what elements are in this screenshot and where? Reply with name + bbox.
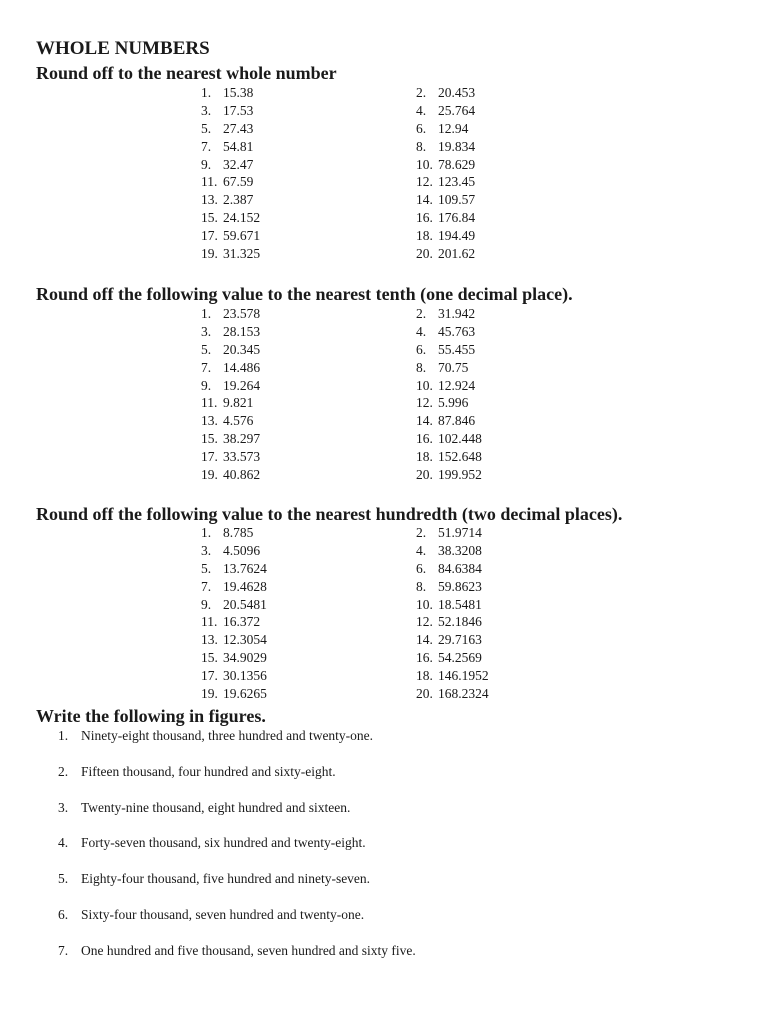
exercise-row xyxy=(0,323,768,341)
exercise-item xyxy=(201,524,253,542)
exercise-number: 3. xyxy=(201,542,212,558)
exercise-number: 20. xyxy=(416,686,433,702)
exercise-number: 7. xyxy=(201,359,212,375)
exercise-grid-whole xyxy=(0,84,768,263)
exercise-number: 14. xyxy=(416,413,433,429)
word-problem-list xyxy=(0,726,768,977)
exercise-row xyxy=(0,138,768,156)
exercise-number: 6. xyxy=(416,120,427,136)
exercise-item xyxy=(201,430,260,448)
exercise-value: 17.53 xyxy=(223,102,254,118)
exercise-number: 15. xyxy=(201,650,218,666)
exercise-row xyxy=(0,84,768,102)
exercise-value: 67.59 xyxy=(223,174,254,190)
list-item-number: 3. xyxy=(58,799,69,815)
exercise-item xyxy=(416,84,475,102)
section-heading-whole: Round off to the nearest whole number xyxy=(36,63,337,83)
exercise-value: 199.952 xyxy=(438,467,482,483)
list-item-text: Fifteen thousand, four hundred and sixty-eight. xyxy=(81,763,336,779)
exercise-item xyxy=(416,448,482,466)
exercise-value: 201.62 xyxy=(438,246,476,262)
exercise-value: 4.5096 xyxy=(223,542,261,558)
list-item xyxy=(0,869,768,905)
list-item-text: Sixty-four thousand, seven hundred and twenty-one. xyxy=(81,906,365,922)
exercise-value: 123.45 xyxy=(438,174,476,190)
exercise-item xyxy=(201,245,260,263)
exercise-number: 13. xyxy=(201,413,218,429)
exercise-number: 13. xyxy=(201,632,218,648)
exercise-value: 4.576 xyxy=(223,413,254,429)
exercise-number: 15. xyxy=(201,210,218,226)
exercise-row xyxy=(0,524,768,542)
exercise-item xyxy=(416,156,475,174)
list-item-number: 2. xyxy=(58,763,69,779)
exercise-number: 12. xyxy=(416,395,433,411)
exercise-item xyxy=(416,596,482,614)
exercise-value: 55.455 xyxy=(438,341,476,357)
exercise-value: 31.942 xyxy=(438,306,476,321)
exercise-value: 23.578 xyxy=(223,306,261,321)
exercise-item xyxy=(201,227,260,245)
exercise-number: 11. xyxy=(201,395,218,411)
list-item xyxy=(0,833,768,869)
exercise-number: 15. xyxy=(201,431,218,447)
exercise-item xyxy=(416,305,475,323)
exercise-item xyxy=(416,542,482,560)
exercise-value: 18.5481 xyxy=(438,596,482,612)
exercise-row xyxy=(0,412,768,430)
list-item xyxy=(0,941,768,977)
exercise-item xyxy=(201,448,260,466)
exercise-row xyxy=(0,631,768,649)
exercise-value: 28.153 xyxy=(223,323,261,339)
exercise-number: 7. xyxy=(201,138,212,154)
exercise-row xyxy=(0,120,768,138)
exercise-number: 12. xyxy=(416,614,433,630)
exercise-row xyxy=(0,430,768,448)
exercise-value: 12.924 xyxy=(438,377,476,393)
exercise-value: 59.671 xyxy=(223,228,261,244)
exercise-value: 29.7163 xyxy=(438,632,482,648)
exercise-item xyxy=(201,466,260,484)
exercise-value: 9.821 xyxy=(223,395,254,411)
exercise-value: 25.764 xyxy=(438,102,476,118)
exercise-grid-hundredth xyxy=(0,524,768,703)
exercise-value: 146.1952 xyxy=(438,668,489,684)
exercise-row xyxy=(0,560,768,578)
exercise-number: 14. xyxy=(416,632,433,648)
exercise-value: 84.6384 xyxy=(438,560,482,576)
exercise-item xyxy=(201,120,253,138)
exercise-number: 7. xyxy=(201,578,212,594)
exercise-item xyxy=(201,341,260,359)
exercise-row xyxy=(0,394,768,412)
list-item-text: Forty-seven thousand, six hundred and twenty-eight. xyxy=(81,835,366,851)
exercise-number: 19. xyxy=(201,686,218,702)
exercise-number: 17. xyxy=(201,228,218,244)
exercise-row xyxy=(0,156,768,174)
exercise-number: 19. xyxy=(201,467,218,483)
exercise-value: 19.6265 xyxy=(223,686,267,702)
exercise-value: 51.9714 xyxy=(438,525,482,540)
exercise-value: 19.834 xyxy=(438,138,476,154)
exercise-value: 78.629 xyxy=(438,156,476,172)
exercise-row xyxy=(0,102,768,120)
exercise-row xyxy=(0,685,768,703)
exercise-item xyxy=(201,613,260,631)
exercise-item xyxy=(201,84,253,102)
exercise-item xyxy=(416,245,475,263)
exercise-item xyxy=(416,209,475,227)
exercise-number: 10. xyxy=(416,596,433,612)
exercise-number: 16. xyxy=(416,210,433,226)
exercise-value: 20.345 xyxy=(223,341,261,357)
list-item-number: 6. xyxy=(58,906,69,922)
exercise-item xyxy=(416,631,482,649)
list-item-text: Ninety-eight thousand, three hundred and twenty-one. xyxy=(81,728,374,743)
exercise-item xyxy=(201,649,267,667)
exercise-value: 34.9029 xyxy=(223,650,267,666)
exercise-value: 33.573 xyxy=(223,449,261,465)
exercise-number: 2. xyxy=(416,85,427,100)
exercise-value: 54.2569 xyxy=(438,650,482,666)
exercise-number: 13. xyxy=(201,192,218,208)
exercise-row xyxy=(0,448,768,466)
exercise-item xyxy=(416,359,468,377)
exercise-item xyxy=(416,560,482,578)
exercise-item xyxy=(416,227,475,245)
exercise-row xyxy=(0,596,768,614)
exercise-number: 20. xyxy=(416,246,433,262)
exercise-number: 11. xyxy=(201,174,218,190)
exercise-number: 8. xyxy=(416,359,427,375)
exercise-item xyxy=(201,394,253,412)
exercise-item xyxy=(201,102,253,120)
exercise-value: 24.152 xyxy=(223,210,261,226)
exercise-value: 2.387 xyxy=(223,192,254,208)
exercise-value: 59.8623 xyxy=(438,578,482,594)
exercise-item xyxy=(416,649,482,667)
exercise-number: 18. xyxy=(416,228,433,244)
exercise-value: 14.486 xyxy=(223,359,261,375)
exercise-item xyxy=(416,138,475,156)
exercise-number: 19. xyxy=(201,246,218,262)
exercise-number: 2. xyxy=(416,306,427,321)
exercise-item xyxy=(201,359,260,377)
exercise-value: 32.47 xyxy=(223,156,254,172)
exercise-row xyxy=(0,227,768,245)
list-item-text: Twenty-nine thousand, eight hundred and sixteen. xyxy=(81,799,351,815)
exercise-item xyxy=(416,341,475,359)
exercise-row xyxy=(0,613,768,631)
exercise-number: 9. xyxy=(201,156,212,172)
exercise-item xyxy=(201,209,260,227)
exercise-number: 9. xyxy=(201,596,212,612)
exercise-value: 40.862 xyxy=(223,467,261,483)
exercise-value: 31.325 xyxy=(223,246,261,262)
exercise-item xyxy=(416,173,475,191)
exercise-item xyxy=(416,120,468,138)
exercise-number: 5. xyxy=(201,341,212,357)
exercise-number: 4. xyxy=(416,542,427,558)
exercise-number: 2. xyxy=(416,525,427,540)
exercise-item xyxy=(201,631,267,649)
exercise-value: 5.996 xyxy=(438,395,469,411)
exercise-number: 6. xyxy=(416,341,427,357)
exercise-value: 16.372 xyxy=(223,614,261,630)
exercise-item xyxy=(416,524,482,542)
exercise-value: 109.57 xyxy=(438,192,476,208)
exercise-value: 152.648 xyxy=(438,449,482,465)
exercise-value: 38.297 xyxy=(223,431,261,447)
list-item xyxy=(0,762,768,798)
exercise-number: 8. xyxy=(416,578,427,594)
exercise-value: 102.448 xyxy=(438,431,482,447)
exercise-value: 27.43 xyxy=(223,120,254,136)
exercise-number: 16. xyxy=(416,650,433,666)
exercise-number: 6. xyxy=(416,560,427,576)
exercise-number: 3. xyxy=(201,102,212,118)
exercise-grid-tenth xyxy=(0,305,768,484)
exercise-value: 12.3054 xyxy=(223,632,267,648)
exercise-value: 19.264 xyxy=(223,377,261,393)
exercise-row xyxy=(0,649,768,667)
exercise-number: 5. xyxy=(201,560,212,576)
exercise-item xyxy=(416,412,475,430)
exercise-number: 1. xyxy=(201,306,212,321)
list-item-number: 5. xyxy=(58,871,69,887)
exercise-number: 12. xyxy=(416,174,433,190)
exercise-item xyxy=(416,430,482,448)
exercise-value: 87.846 xyxy=(438,413,476,429)
exercise-row xyxy=(0,341,768,359)
exercise-number: 14. xyxy=(416,192,433,208)
list-item-number: 1. xyxy=(58,728,69,743)
list-item-text: One hundred and five thousand, seven hundred and sixty five. xyxy=(81,942,416,958)
exercise-item xyxy=(416,102,475,120)
exercise-number: 8. xyxy=(416,138,427,154)
exercise-item xyxy=(201,156,253,174)
exercise-item xyxy=(201,191,253,209)
exercise-number: 10. xyxy=(416,156,433,172)
exercise-value: 52.1846 xyxy=(438,614,482,630)
exercise-number: 20. xyxy=(416,467,433,483)
exercise-item xyxy=(201,542,260,560)
exercise-value: 12.94 xyxy=(438,120,469,136)
exercise-number: 18. xyxy=(416,449,433,465)
exercise-value: 20.453 xyxy=(438,85,476,100)
list-item-text: Eighty-four thousand, five hundred and ninety-seven. xyxy=(81,871,371,887)
list-item xyxy=(0,905,768,941)
exercise-value: 54.81 xyxy=(223,138,254,154)
exercise-number: 1. xyxy=(201,525,212,540)
exercise-value: 70.75 xyxy=(438,359,469,375)
exercise-row xyxy=(0,466,768,484)
page-title: WHOLE NUMBERS xyxy=(36,38,210,59)
section-heading-hundredth: Round off the following value to the nearest hundredth (two decimal places). xyxy=(36,504,623,524)
exercise-row xyxy=(0,191,768,209)
exercise-item xyxy=(201,305,260,323)
exercise-number: 18. xyxy=(416,668,433,684)
exercise-number: 17. xyxy=(201,668,218,684)
exercise-item xyxy=(201,578,267,596)
exercise-row xyxy=(0,667,768,685)
exercise-item xyxy=(201,667,267,685)
exercise-row xyxy=(0,377,768,395)
exercise-value: 30.1356 xyxy=(223,668,267,684)
exercise-value: 19.4628 xyxy=(223,578,267,594)
list-item xyxy=(0,726,768,762)
exercise-value: 15.38 xyxy=(223,85,254,100)
exercise-item xyxy=(201,685,267,703)
exercise-value: 45.763 xyxy=(438,323,476,339)
exercise-item xyxy=(201,377,260,395)
exercise-row xyxy=(0,578,768,596)
exercise-item xyxy=(416,466,482,484)
exercise-item xyxy=(201,560,267,578)
exercise-row xyxy=(0,305,768,323)
section-heading-figures: Write the following in figures. xyxy=(36,706,266,726)
exercise-number: 3. xyxy=(201,323,212,339)
exercise-row xyxy=(0,542,768,560)
exercise-item xyxy=(201,173,253,191)
exercise-item xyxy=(416,377,475,395)
exercise-number: 17. xyxy=(201,449,218,465)
exercise-value: 13.7624 xyxy=(223,560,267,576)
exercise-value: 38.3208 xyxy=(438,542,482,558)
exercise-row xyxy=(0,173,768,191)
exercise-number: 4. xyxy=(416,323,427,339)
exercise-item xyxy=(416,685,489,703)
exercise-number: 1. xyxy=(201,85,212,100)
exercise-value: 176.84 xyxy=(438,210,476,226)
exercise-number: 16. xyxy=(416,431,433,447)
exercise-item xyxy=(201,138,253,156)
exercise-number: 4. xyxy=(416,102,427,118)
list-item-number: 7. xyxy=(58,942,69,958)
exercise-row xyxy=(0,359,768,377)
exercise-item xyxy=(416,394,468,412)
section-heading-tenth: Round off the following value to the nearest tenth (one decimal place). xyxy=(36,284,573,304)
exercise-item xyxy=(416,191,475,209)
exercise-value: 168.2324 xyxy=(438,686,489,702)
exercise-number: 9. xyxy=(201,377,212,393)
exercise-item xyxy=(201,596,267,614)
exercise-item xyxy=(201,412,253,430)
exercise-item xyxy=(416,323,475,341)
list-item xyxy=(0,798,768,834)
exercise-row xyxy=(0,245,768,263)
exercise-item xyxy=(201,323,260,341)
exercise-value: 8.785 xyxy=(223,525,254,540)
exercise-value: 20.5481 xyxy=(223,596,267,612)
exercise-value: 194.49 xyxy=(438,228,476,244)
exercise-item xyxy=(416,613,482,631)
exercise-item xyxy=(416,578,482,596)
exercise-number: 5. xyxy=(201,120,212,136)
exercise-item xyxy=(416,667,489,685)
exercise-number: 10. xyxy=(416,377,433,393)
list-item-number: 4. xyxy=(58,835,69,851)
exercise-row xyxy=(0,209,768,227)
exercise-number: 11. xyxy=(201,614,218,630)
